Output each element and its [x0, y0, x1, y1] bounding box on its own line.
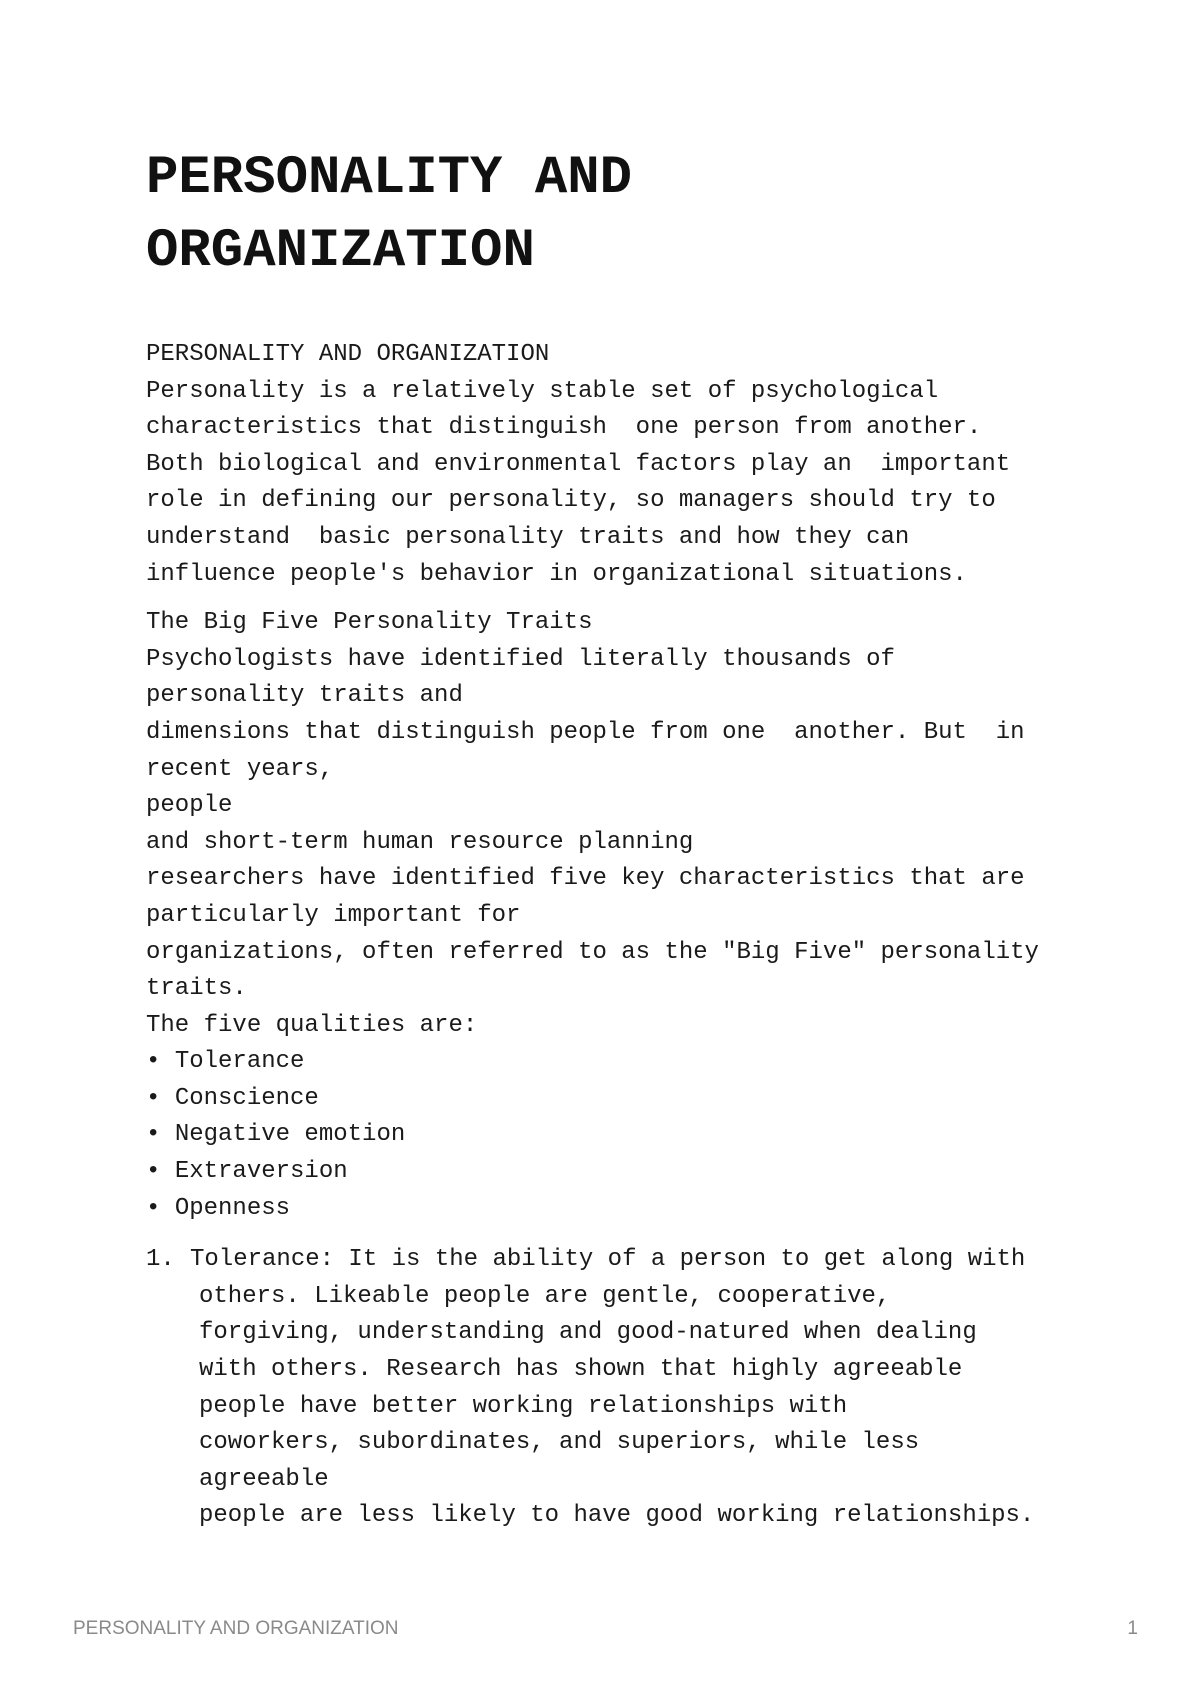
bullet-label: Tolerance: [174, 1048, 305, 1076]
bullet-item-extraversion: [146, 1154, 1066, 1191]
bullet-item-conscience: [146, 1081, 1066, 1118]
bullet-label: Openness: [174, 1194, 291, 1222]
section-line: people: [146, 792, 233, 820]
numbered-continuation-line: people have better working relationships with: [199, 1392, 848, 1420]
footer-title: PERSONALITY AND ORGANIZATION: [73, 1618, 399, 1639]
section-line: personality traits and: [146, 682, 463, 710]
intro-line: understand basic personality traits and how they can: [146, 523, 910, 551]
numbered-continuation-line: others. Likeable people are gentle, cooperative,: [199, 1282, 891, 1310]
bullet-item-negative-emotion: [146, 1117, 1066, 1154]
bullet-icon: •: [146, 1084, 161, 1112]
section-line: organizations, often referred to as the "Big Five" personality: [146, 938, 1039, 966]
document-title-line: PERSONALITY AND: [146, 148, 633, 209]
numbered-item-tolerance: [146, 1242, 1066, 1535]
numbered-marker: 1.: [146, 1246, 175, 1274]
document-title-line: ORGANIZATION: [146, 221, 535, 282]
bullet-icon: •: [146, 1194, 161, 1222]
big-five-section: [146, 605, 1066, 1044]
section-heading: The Big Five Personality Traits: [146, 609, 593, 637]
footer-page-number: 1: [1127, 1618, 1138, 1639]
section-line: traits.: [146, 975, 247, 1003]
section-line: recent years,: [146, 755, 334, 783]
list-spacer: [146, 1227, 1066, 1242]
section-line: and short-term human resource planning: [146, 828, 694, 856]
numbered-continuation-line: with others. Research has shown that highly agreeable: [199, 1356, 963, 1384]
numbered-first-line: Tolerance: It is the ability of a person to get along with: [190, 1246, 1026, 1274]
bullet-icon: •: [146, 1158, 161, 1186]
bullet-icon: •: [146, 1048, 161, 1076]
bullet-icon: •: [146, 1121, 161, 1149]
intro-line: Both biological and environmental factors play an important: [146, 450, 1011, 478]
bullet-item-tolerance: [146, 1044, 1066, 1081]
numbered-continuation-line: agreeable: [199, 1465, 329, 1493]
numbered-continuation-line: forgiving, understanding and good-natured when dealing: [199, 1319, 977, 1347]
document-title: [146, 142, 1046, 288]
intro-line: characteristics that distinguish one person from another.: [146, 414, 982, 442]
section-line: Psychologists have identified literally thousands of: [146, 645, 895, 673]
document-body: [146, 337, 1066, 1535]
bullet-list: [146, 1044, 1066, 1227]
section-line: researchers have identified five key characteristics that are: [146, 865, 1025, 893]
numbered-continuation-line: coworkers, subordinates, and superiors, while less: [199, 1429, 920, 1457]
paragraph-spacer: [146, 593, 1066, 605]
numbered-continuation-line: people are less likely to have good working relationships.: [199, 1502, 1035, 1530]
intro-heading: PERSONALITY AND ORGANIZATION: [146, 341, 550, 368]
bullet-item-openness: [146, 1191, 1066, 1228]
intro-line: role in defining our personality, so managers should try to: [146, 487, 996, 515]
intro-paragraph: [146, 337, 1066, 593]
section-line: particularly important for: [146, 901, 521, 929]
intro-line: influence people's behavior in organizational situations.: [146, 560, 967, 588]
section-line: dimensions that distinguish people from one another. But in: [146, 718, 1025, 746]
bullet-label: Conscience: [174, 1084, 319, 1112]
bullet-label: Extraversion: [174, 1158, 348, 1186]
section-line: The five qualities are:: [146, 1011, 478, 1039]
intro-line: Personality is a relatively stable set of psychological: [146, 377, 939, 405]
bullet-label: Negative emotion: [174, 1121, 406, 1149]
